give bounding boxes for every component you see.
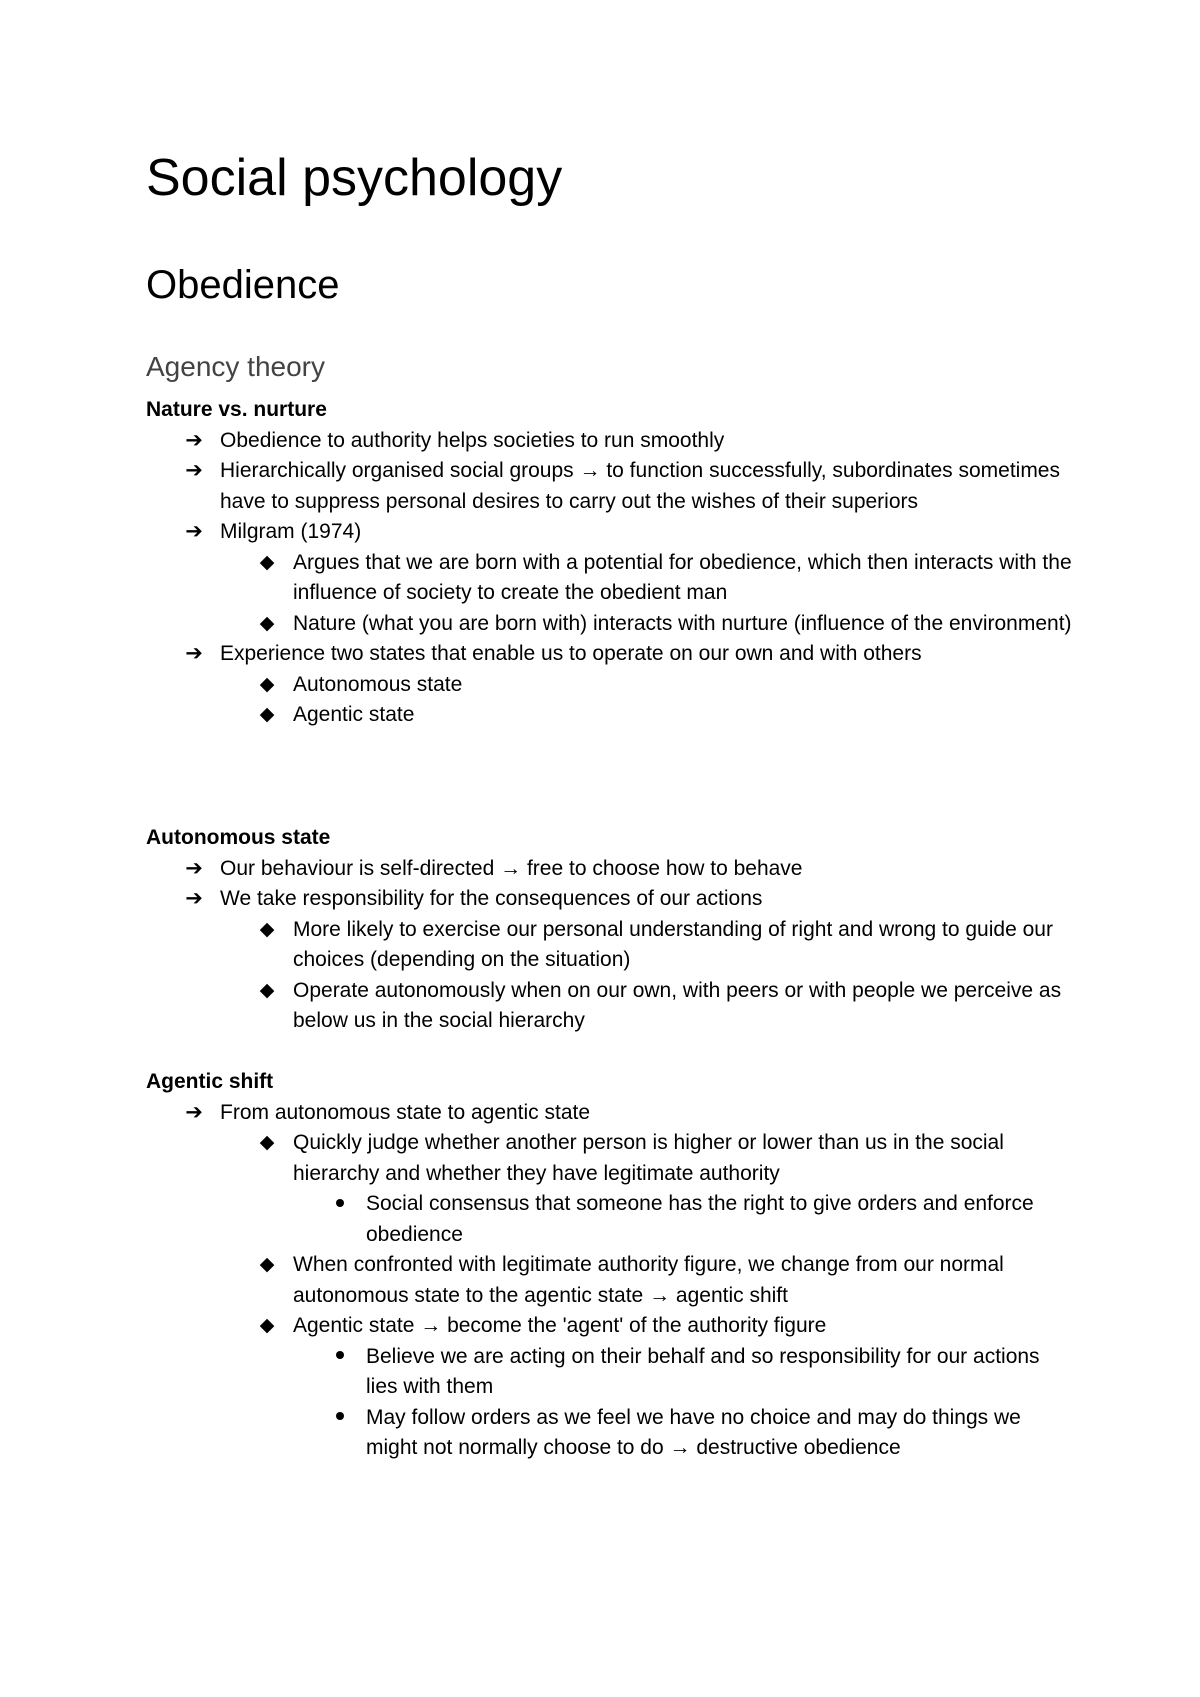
list-item: ◆ Nature (what you are born with) interacts with nurture (influence of the environment) bbox=[146, 609, 1076, 640]
autonomous-state-heading: Autonomous state bbox=[146, 826, 331, 849]
bullet-icon bbox=[328, 1342, 352, 1373]
diamond-icon: ◆ bbox=[259, 1132, 275, 1153]
list-item: Social consensus that someone has the right to give orders and enforce obedience bbox=[146, 1189, 1076, 1250]
list-item: ➔ Milgram (1974) bbox=[146, 517, 1076, 548]
list-item: ➔ Obedience to authority helps societies to run smoothly bbox=[146, 426, 1076, 457]
agentic-shift-list bbox=[146, 1098, 1076, 1464]
diamond-icon: ◆ bbox=[259, 1315, 275, 1336]
diamond-icon: ◆ bbox=[259, 704, 275, 725]
list-item: ◆ Argues that we are born with a potential for obedience, which then interacts with the influence of society to create the obedient man bbox=[146, 548, 1076, 609]
autonomous-state-list bbox=[146, 854, 1076, 1037]
bullet-icon bbox=[328, 1403, 352, 1434]
diamond-icon: ◆ bbox=[259, 918, 275, 940]
arrow-icon: ➔ bbox=[185, 428, 203, 452]
list-item: ◆ Agentic state → become the 'agent' of the authority figure bbox=[146, 1311, 1076, 1342]
list-item: ➔ Experience two states that enable us to operate on our own and with others bbox=[146, 639, 1076, 670]
list-item: ➔ Hierarchically organised social groups → to function successfully, subordinates sometimes have to suppress personal desires to carry out the wishes of their superiors bbox=[146, 456, 1076, 517]
nature-nurture-block bbox=[146, 395, 1076, 731]
list-item: ➔ Our behaviour is self-directed → free to choose how to behave bbox=[146, 854, 1076, 885]
list-item: ◆ Quickly judge whether another person is higher or lower than us in the social hierarchy and whether they have legitimate authority bbox=[146, 1128, 1076, 1189]
diamond-icon: ◆ bbox=[259, 1254, 275, 1275]
list-item: ◆ More likely to exercise our personal understanding of right and wrong to guide our choices (depending on the situation) bbox=[146, 915, 1076, 976]
diamond-icon: ◆ bbox=[259, 979, 275, 1001]
subsection-heading: Agency theory bbox=[146, 351, 325, 382]
arrow-icon: ➔ bbox=[185, 887, 203, 910]
list-item: May follow orders as we feel we have no choice and may do things we might not normally choose to do → destructive obedience bbox=[146, 1403, 1076, 1464]
list-item: ➔ From autonomous state to agentic state bbox=[146, 1098, 1076, 1129]
nature-nurture-list bbox=[146, 426, 1076, 731]
list-item: Believe we are acting on their behalf and so responsibility for our actions lies with them bbox=[146, 1342, 1076, 1403]
bullet-icon bbox=[328, 1189, 352, 1220]
list-item: ◆ Operate autonomously when on our own, with peers or with people we perceive as below us in the social hierarchy bbox=[146, 976, 1076, 1037]
list-item: ➔ We take responsibility for the consequences of our actions bbox=[146, 884, 1076, 915]
list-item: ◆ When confronted with legitimate authority figure, we change from our normal autonomous state to the agentic state → agentic shift bbox=[146, 1250, 1076, 1311]
agentic-shift-heading: Agentic shift bbox=[146, 1070, 274, 1093]
document-title: Social psychology bbox=[146, 149, 563, 207]
arrow-icon: ➔ bbox=[185, 1100, 203, 1124]
diamond-icon: ◆ bbox=[259, 551, 275, 573]
list-item: ◆ Agentic state bbox=[146, 700, 1076, 731]
autonomous-state-block bbox=[146, 823, 1076, 1037]
list-item: ◆ Autonomous state bbox=[146, 670, 1076, 701]
arrow-icon: ➔ bbox=[185, 856, 203, 880]
diamond-icon: ◆ bbox=[259, 673, 275, 695]
arrow-icon: ➔ bbox=[185, 642, 203, 665]
diamond-icon: ◆ bbox=[259, 612, 275, 634]
agentic-shift-block bbox=[146, 1067, 1076, 1464]
nature-nurture-heading: Nature vs. nurture bbox=[146, 398, 327, 421]
section-heading: Obedience bbox=[146, 263, 340, 307]
arrow-icon: ➔ bbox=[185, 520, 203, 543]
arrow-icon: ➔ bbox=[185, 459, 203, 482]
